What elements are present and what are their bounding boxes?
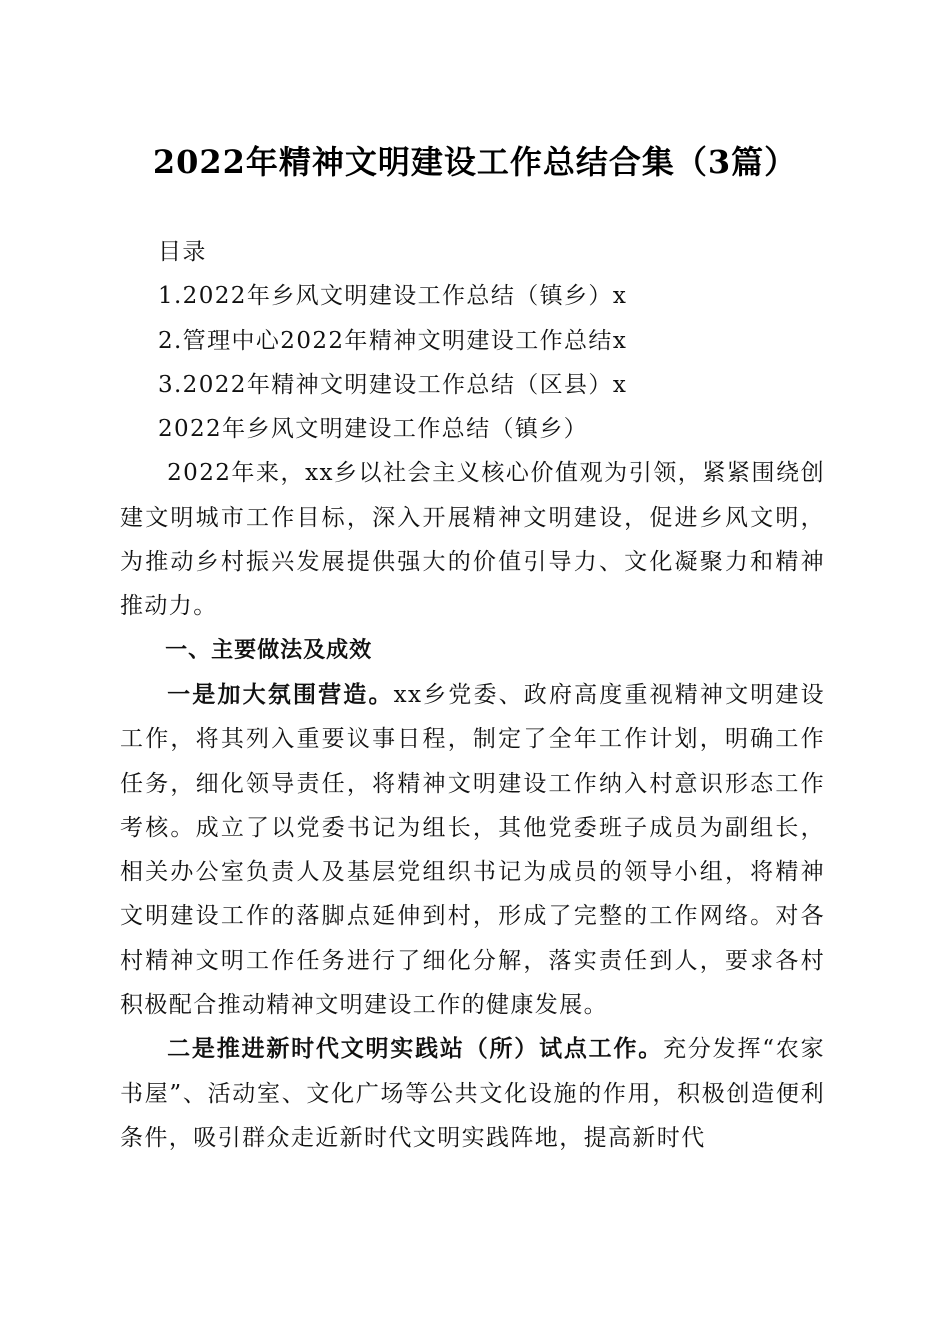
section-heading: 一、主要做法及成效	[165, 637, 373, 663]
toc-item-1[interactable]: 1.2022年乡风文明建设工作总结（镇乡）x	[157, 283, 628, 310]
toc-item-3[interactable]: 3.2022年精神文明建设工作总结（区县）x	[157, 371, 628, 398]
toc-label: 目录	[157, 239, 207, 265]
article-title: 2022年乡风文明建设工作总结（镇乡）	[157, 416, 589, 443]
intro-paragraph: 2022年来，xx乡以社会主义核心价值观为引领，紧紧围绕创建文明城市工作目标，深入开展精神文明建设，促进乡风文明，为推动乡村振兴发展提供强大的价值引导力、文化凝聚力和精神推动力。	[120, 460, 825, 620]
toc-item-2[interactable]: 2.管理中心2022年精神文明建设工作总结x	[157, 327, 628, 354]
paragraph-text: 充分发挥“农家书屋”、活动室、文化广场等公共文化设施的作用，积极创造便利条件，吸引群众走近新时代文明实践阵地，提高新时代	[120, 1036, 825, 1151]
document-title: 2022年精神文明建设工作总结合集（3篇）	[152, 143, 798, 181]
paragraph-atmosphere	[120, 673, 825, 1027]
paragraph-text: xx乡党委、政府高度重视精神文明建设工作，将其列入重要议事日程，制定了全年工作计划，明确工作任务，细化领导责任，将精神文明建设工作纳入村意识形态工作考核。成立了以党委书记为组长，其他党委班子成员为副组长，相关办公室负责人及基层党组织书记为成员的领导小组，将精神文明建设工作的落脚点延伸到村，形成了完整的工作网络。对各村精神文明工作任务进行了细化分解，落实责任到人，要求各村积极配合推动精神文明建设工作的健康发展。	[120, 681, 825, 1019]
paragraph-lead: 一是加大氛围营造。	[167, 680, 394, 708]
paragraph-lead: 二是推进新时代文明实践站（所）试点工作。	[167, 1035, 664, 1063]
document-body	[120, 230, 825, 1160]
paragraph-practice-station	[120, 1027, 825, 1160]
